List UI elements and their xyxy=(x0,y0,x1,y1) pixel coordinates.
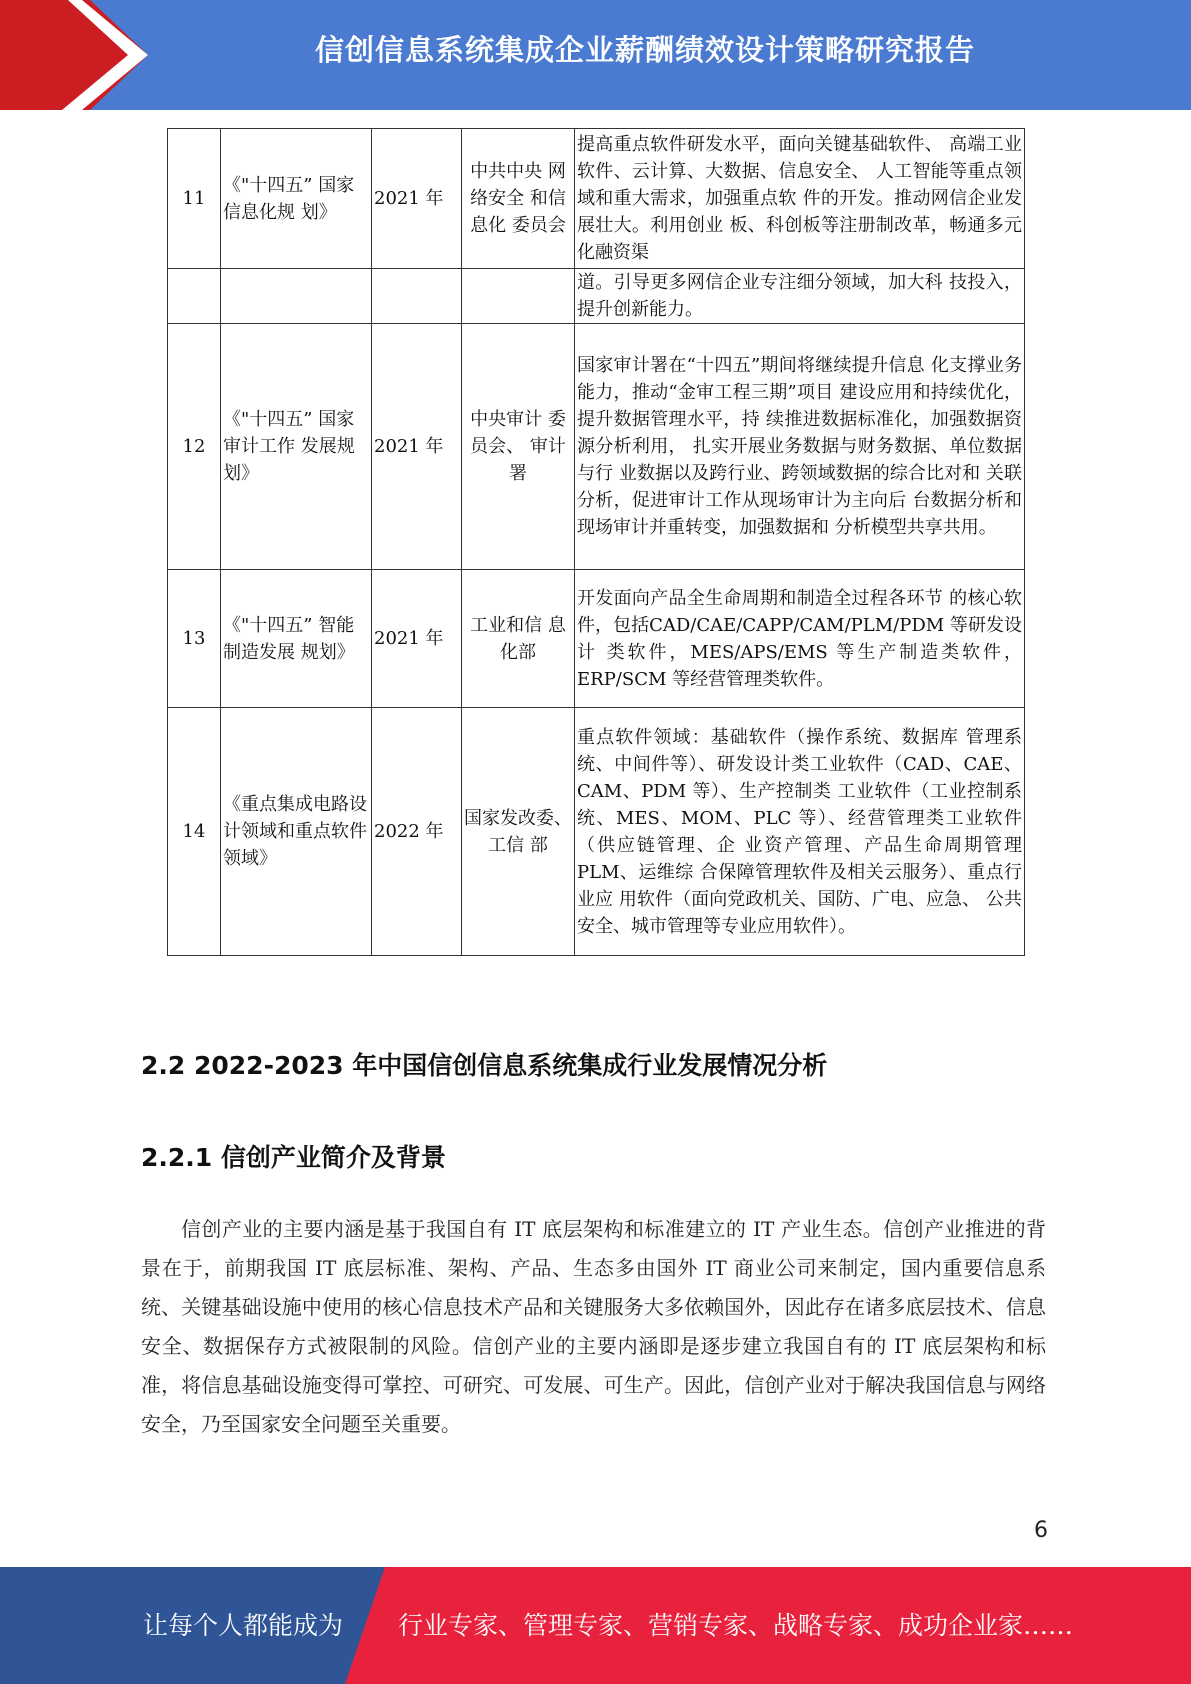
cell-department xyxy=(462,269,575,324)
policy-table xyxy=(167,128,1025,956)
cell-number: 13 xyxy=(168,570,221,708)
table-row xyxy=(168,324,1025,570)
cell-year: 2022 年 xyxy=(372,708,462,956)
cell-policy-name: 《"十四五” 国家审计工作 发展规划》 xyxy=(221,324,372,570)
cell-content: 国家审计署在“十四五”期间将继续提升信息 化支撑业务能力，推动“金审工程三期”项目 建设应用和持续优化，提升数据管理水平，持 续推进数据标准化，加强数据资源分析利用， 扎实开展业务数据与财务数据、单位数据与行 业数据以及跨行业、跨领域数据的综合比对和 关联分析，促进审计工作从现场审计为主向后 台数据分析和现场审计并重转变，加强数据和 分析模型共享共用。 xyxy=(575,324,1025,570)
cell-content: 开发面向产品全生命周期和制造全过程各环节 的核心软件，包括CAD/CAE/CAPP/CAM/PLM/PDM 等研发设计 类软件，MES/APS/EMS 等生产制造类软件， ERP/SCM 等经营管理类软件。 xyxy=(575,570,1025,708)
page-footer xyxy=(0,1567,1191,1684)
footer-slogan-left: 让每个人都能成为 xyxy=(143,1611,344,1640)
cell-content: 道。引导更多网信企业专注细分领域，加大科 技投入，提升创新能力。 xyxy=(575,269,1025,324)
cell-policy-name: 《"十四五” 国家信息化规 划》 xyxy=(221,129,372,269)
table-row xyxy=(168,708,1025,956)
cell-year: 2021 年 xyxy=(372,324,462,570)
table-row xyxy=(168,570,1025,708)
header-title: 信创信息系统集成企业薪酬绩效设计策略研究报告 xyxy=(314,33,975,67)
cell-content: 重点软件领域：基础软件（操作系统、数据库 管理系统、中间件等）、研发设计类工业软件（CAD、CAE、CAM、PDM 等）、生产控制类 工业软件（工业控制系统、MES、MOM、PLC 等）、经营管理类工业软件（供应链管理、企 业资产管理、产品生命周期管理 PLM、运维综 合保障管理软件及相关云服务）、重点行业应 用软件（面向党政机关、国防、广电、应急、 公共安全、城市管理等专业应用软件）。 xyxy=(575,708,1025,956)
section-heading: 2.2 2022-2023 年中国信创信息系统集成行业发展情况分析 xyxy=(141,1051,828,1080)
cell-number: 11 xyxy=(168,129,221,269)
cell-department: 中共中央 网络安全 和信息化 委员会 xyxy=(462,129,575,269)
body-paragraph: 信创产业的主要内涵是基于我国自有 IT 底层架构和标准建立的 IT 产业生态。信创产业推进的背景在于，前期我国 IT 底层标准、架构、产品、生态多由国外 IT 商业公司来制定，国内重要信息系统、关键基础设施中使用的核心信息技术产品和关键服务大多依赖国外，因此存在诸多底层技术、信息安全、数据保存方式被限制的风险。信创产业的主要内涵即是逐步建立我国自有的 IT 底层架构和标准，将信息基础设施变得可掌控、可研究、可发展、可生产。因此，信创产业对于解决我国信息与网络安全，乃至国家安全问题至关重要。 xyxy=(141,1217,1046,1436)
cell-number xyxy=(168,269,221,324)
page-header xyxy=(0,0,1191,110)
cell-department: 中央审计 委员会、 审计署 xyxy=(462,324,575,570)
cell-policy-name xyxy=(221,269,372,324)
cell-number: 14 xyxy=(168,708,221,956)
footer-slogan-right: 行业专家、管理专家、营销专家、战略专家、成功企业家…… xyxy=(398,1611,1074,1640)
cell-number: 12 xyxy=(168,324,221,570)
cell-year: 2021 年 xyxy=(372,570,462,708)
cell-year xyxy=(372,269,462,324)
table-row xyxy=(168,269,1025,324)
table-row xyxy=(168,129,1025,269)
cell-year: 2021 年 xyxy=(372,129,462,269)
cell-policy-name: 《重点集成电路设计领域和重点软件领域》 xyxy=(221,708,372,956)
cell-policy-name: 《"十四五” 智能制造发展 规划》 xyxy=(221,570,372,708)
cell-department: 国家发改委、工信 部 xyxy=(462,708,575,956)
cell-content: 提高重点软件研发水平，面向关键基础软件、 高端工业软件、云计算、大数据、信息安全、 人工智能等重点领域和重大需求，加强重点软 件的开发。推动网信企业发展壮大。利用创业 板、科创板等注册制改革，畅通多元化融资渠 xyxy=(575,129,1025,269)
page-number: 6 xyxy=(1034,1518,1048,1543)
cell-department: 工业和信 息化部 xyxy=(462,570,575,708)
subsection-heading: 2.2.1 信创产业简介及背景 xyxy=(141,1143,446,1172)
